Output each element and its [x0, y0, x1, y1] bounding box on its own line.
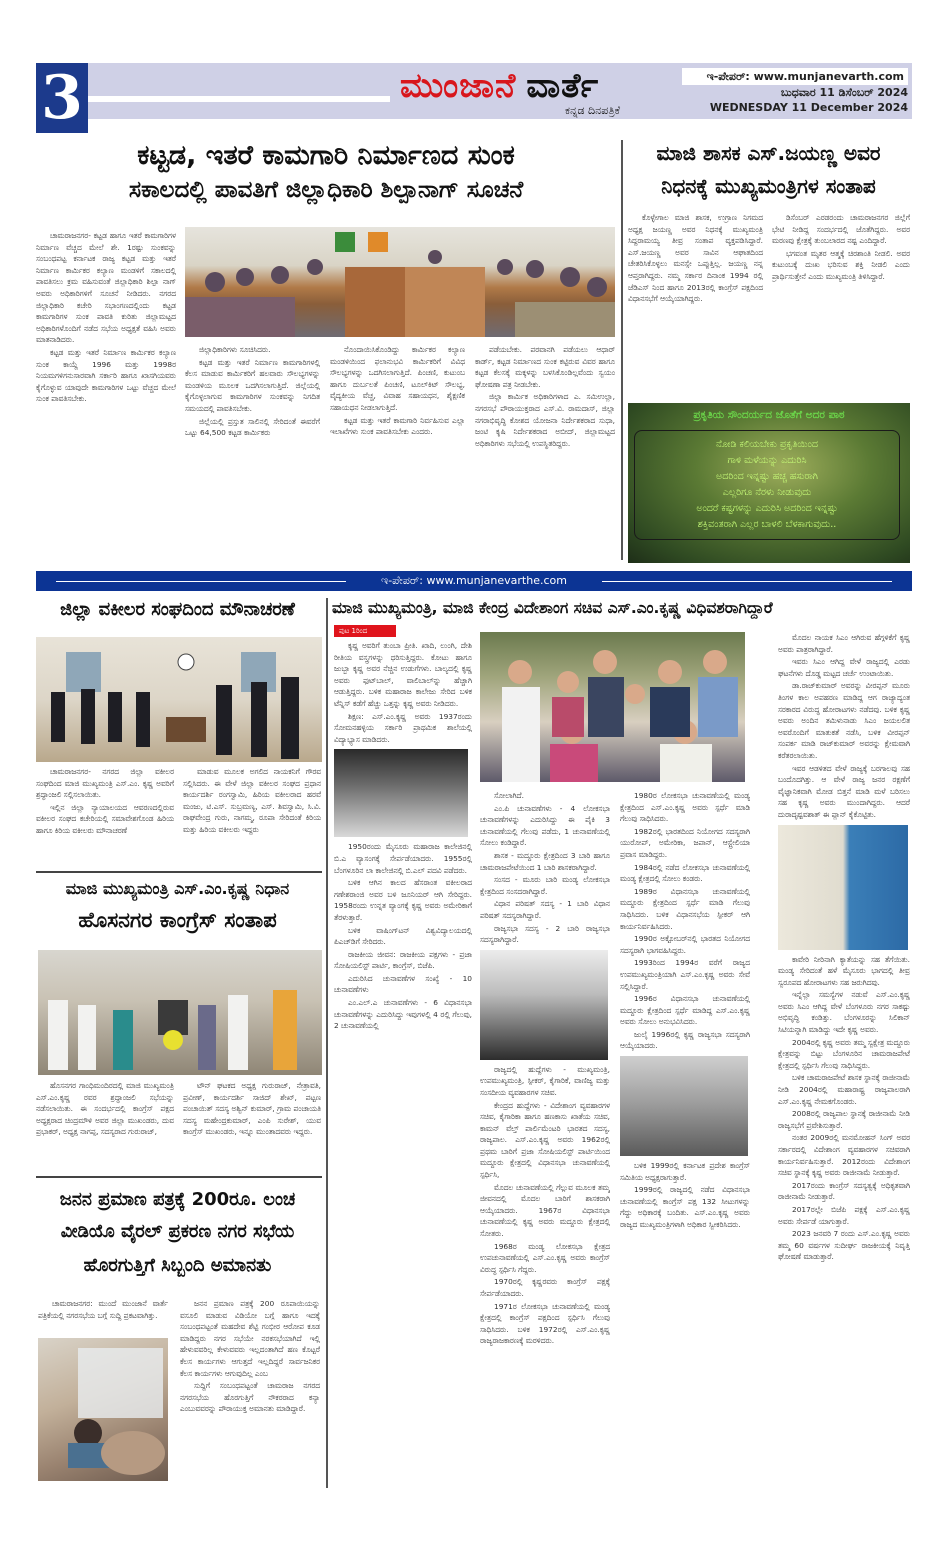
paragraph: ಬಳಿಕ ಆಗಿನ ಕಾಲದ ಹೆಸರಾಂತ ವಕೀಲರಾದ ಗಣೇಶರಾಂಜಿ ಅವರ ಬಳಿ ಜೂನಿಯರ್ ಆಗಿ ಸೇರಿದ್ದರು. 1958ರಂದು ಉನ್ನತ ವ್ಯಾಂಗಕ್ಕೆ ಕೃಷ್ಣ ಅವರು ಅಮೇರಿಕಾಗೆ ತೆರಳುತ್ತಾರೆ.: [334, 878, 472, 922]
krishna-archive-photo: [334, 749, 468, 837]
paragraph: ಡಿಸೆಂಬರ್ ಎರಡರಂದು ಚಾಮರಾಜನಗರ ಜಿಲ್ಲೆಗೆ ಭೇಟಿ ನೀಡಿದ್ದ ಸಂದರ್ಭದಲ್ಲಿ ಜೊತೆಗಿದ್ದರು. ಅವರ ಮರಣವು ಕ್ಷೇತ್ರಕ್ಕೆ ತುಂಬಲಾರದ ನಷ್ಟ ಎಂದಿದ್ದಾರೆ.: [772, 213, 910, 246]
paragraph: ಮೊದಲ ಚುನಾವಣೆಯಲ್ಲಿ ಗೆಲ್ಲುವ ಮೂಲಕ ತಮ್ಮ ಜೀವನದಲ್ಲಿ ಮೊದಲ ಬಾರಿಗೆ ಶಾಸಕರಾಗಿ ಆಯ್ಕೆಯಾದರು. 1967ರ ವಿಧಾನಸಭಾ ಚುನಾವಣೆಯಲ್ಲಿ ಕೃಷ್ಣ ಅವರು ಮದ್ದೂರು ಕ್ಷೇತ್ರದಲ್ಲಿ ಸೋತರು.: [480, 1182, 610, 1239]
paragraph: ಇವರ ಆಡಳಿತದ ವೇಳೆ ರಾಜ್ಯಕ್ಕೆ ಬರಗಾಲವು ಸಹ ಬಂದೊದಗಿತ್ತು. ಆ ವೇಳೆ ರಾಜ್ಯ ಜನರ ರಕ್ಷಣೆಗೆ ವೈಜ್ಞಾನಿಕವಾಗಿ ಮೋಡ ಬಿತ್ತನೆ ಮಾಡಿ ಮಳೆ ಬರಿಸಲು ಸಹ ಕೃಷ್ಣ ಅವರು ಮುಂದಾಗಿದ್ದರು. ಆದರೆ ದುರಾದೃಷ್ಟವಶಾತ್ ಈ ಪ್ಲಾನ್ ಕೈಕೊಟ್ಟಿತು.: [778, 763, 910, 819]
section-divider: [36, 871, 322, 873]
logo-munjane: ಮುಂಜಾನೆ: [400, 66, 517, 106]
date-english: WEDNESDAY 11 December 2024: [709, 101, 908, 114]
paragraph: ಚಾಮರಾಜನಗರ- ನಗರದ ಜಿಲ್ಲಾ ವಕೀಲರ ಸಂಘದಿಂದ ಮಾಜಿ ಮುಖ್ಯಮಂತ್ರಿ ಎಸ್.ಎಂ. ಕೃಷ್ಣ ಅವರಿಗೆ ಶ್ರದ್ಧಾಂಜಲಿ ಸಲ್ಲಿಸಲಾಯಿತು.: [36, 767, 174, 800]
continued-tag: ಪುಟ 1ರಿಂದ: [334, 625, 396, 637]
paragraph: ಜನನ ಪ್ರಮಾಣ ಪತ್ರಕ್ಕೆ 200 ರೂಪಾಯಿಯನ್ನು ವಸೂಲಿ ಮಾಡುವ ವಿಡಿಯೋ ಬಗ್ಗೆ ಹಾಗೂ ಇದಕ್ಕೆ ಸಂಬಂಧಪಟ್ಟಂತೆ ಮಹದೇವ ಶೆಟ್ಟಿ ಗಂಭೀರ ಆರೋಪ ಕೂಡ ಮಾಡಿದ್ದರು ನಗರ ಸಭೆಯೇ ನರಕಸಭೆಯಾಗಿದೆ ಇಲ್ಲಿ ಹೇಳುವವರಿಲ್ಲ ಕೇಳುವವರು ಇಲ್ಲದಂತಾಗಿದೆ ಹಣ ಕೊಟ್ಟರೆ ಕೆಲಸ ಕಾರ್ಯಗಳು ಆಗುತ್ತದೆ ಇಲ್ಲದಿದ್ದರೆ ಸಾರ್ವಜನಿಕರ ಕೆಲಸ ಕಾರ್ಯಗಳು ಆಗುವುದಿಲ್ಲ ಎಂಬ: [180, 1299, 320, 1378]
paragraph: ಇನ್ನೆಲ್ಲಾ ಸಮಸ್ಯೆಗಳ ನಡುವೆ ಎಸ್.ಎಂ.ಕೃಷ್ಣ ಅವರು ಸಿಎಂ ಆಗಿದ್ದ ವೇಳೆ ಬೆಂಗಳೂರು ನಗರ ಸಾಕಷ್ಟು ಅಭಿವೃದ್ಧಿ ಕಂಡಿತ್ತು. ಬೆಂಗಳೂರನ್ನು ಸಿಲಿಕಾನ್ ಸಿಟಿಯನ್ನಾಗಿ ಮಾಡಿದ್ದು ಇದೇ ಕೃಷ್ಣ ಅವರು.: [778, 990, 910, 1035]
paragraph: ಬಳಿಕ 1999ರಲ್ಲಿ ಕರ್ನಾಟಕ ಪ್ರದೇಶ ಕಾಂಗ್ರೆಸ್ ಸಮಿತಿಯ ಅಧ್ಯಕ್ಷರಾಗುತ್ತಾರೆ.: [620, 1161, 750, 1182]
paragraph: 1996ರ ವಿಧಾನಸಭಾ ಚುನಾವಣೆಯಲ್ಲಿ ಮದ್ದೂರು ಕ್ಷೇತ್ರದಿಂದ ಸ್ಪರ್ಧೆ ಮಾಡಿದ್ದ ಎಸ್.ಎಂ.ಕೃಷ್ಣ ಅವರು ಸೋಲು ಅನುಭವಿಸಿದರು.: [620, 994, 750, 1027]
hosanagara-col-2: [183, 1080, 321, 1172]
bribe-headline-1: ಜನನ ಪ್ರಮಾಣ ಪತ್ರಕ್ಕೆ 200ರೂ. ಲಂಚ: [59, 1189, 296, 1210]
lawyers-col-2: [183, 766, 321, 866]
paragraph: 1980ರ ಲೋಕಸಭಾ ಚುನಾವಣೆಯಲ್ಲಿ ಮಂಡ್ಯ ಕ್ಷೇತ್ರದಿಂದ ಎಸ್.ಎಂ.ಕೃಷ್ಣ ಅವರು ಸ್ಪರ್ಧೆ ಮಾಡಿ ಗೆಲುವು ಸಾಧಿಸಿದರು.: [620, 791, 750, 824]
bribe-col-2: [180, 1298, 320, 1483]
paragraph: ಮೊದಲ ನಾಯಕ ಸಿಎಂ ಆಗಿರುವ ಹೆಗ್ಗಳಿಕೆಗೆ ಕೃಷ್ಣ ಅವರು ಪಾತ್ರರಾಗಿದ್ದಾರೆ.: [778, 633, 910, 654]
paragraph: ಶಿಕ್ಷಣ: ಎಸ್.ಎಂ.ಕೃಷ್ಣ ಅವರು 1937ರಂದು ಸೋಮನಹಳ್ಳಿಯ ಸರ್ಕಾರಿ ಪ್ರಾಥಮಿಕ ಶಾಲೆಯಲ್ಲಿ ವಿದ್ಯಾಭ್ಯಾಸ ಮಾಡಿದರು.: [334, 711, 472, 744]
paragraph: 1950ರಂದು ಮೈಸೂರು ಮಹಾರಾಜ ಕಾಲೇಜಿನಲ್ಲಿ ಬಿ.ಎ ವ್ಯಾಸಂಗಕ್ಕೆ ಸೇರ್ಪಡೆಯಾದರು. 1955ರಲ್ಲಿ ಬೆಂಗಳೂರಿನ ಲಾ ಕಾಲೇಜಿನಲ್ಲಿ ಬಿ.ಎಲ್ ಪದವಿ ಪಡೆದರು.: [334, 842, 472, 875]
nature-quote-box: [628, 403, 910, 563]
bribe-col-1: [38, 1298, 168, 1336]
paragraph: ರಾಜ್ಯಸಭಾ ಸದಸ್ಯ - 2 ಬಾರಿ ರಾಜ್ಯಸಭಾ ಸದಸ್ಯರಾಗಿದ್ದಾರೆ.: [480, 923, 610, 945]
lead-col-1: [36, 230, 176, 562]
quote-line: ನೋಡಿ ಕಲಿಯಬೇಕು ಪ್ರಕೃತಿಯಿಂದ: [716, 439, 818, 450]
column-divider: [326, 598, 328, 1488]
paragraph: ಕೊಳ್ಳೇಗಾಲ ಮಾಜಿ ಶಾಸಕ, ಉಗ್ರಾಣ ನಿಗಮದ ಅಧ್ಯಕ್ಷ ಜಯಣ್ಣ ಅವರ ನಿಧನಕ್ಕೆ ಮುಖ್ಯಮಂತ್ರಿ ಸಿದ್ದರಾಮಯ್ಯ ತೀವ್ರ ಸಂತಾಪ ವ್ಯಕ್ತಪಡಿಸಿದ್ದಾರೆ. ಎಸ್.ಜಯಣ್ಣ ಅವರ ಸಾವಿನ ಆಘಾತದಿಂದ ಚೇತರಿಸಿಕೊಳ್ಳಲು ಮನಸ್ಸೇ ಒಪ್ಪುತ್ತಿಲ್ಲ. ಜಯಣ್ಣ ನನ್ನ ಆಪ್ತರಾಗಿದ್ದರು. ನಮ್ಮ ಸರ್ಕಾರ ದಿನಾಂಕ 1994 ರಲ್ಲಿ ಜೆಡಿಎಸ್ ನಿಂದ ಹಾಗೂ 2013ರಲ್ಲಿ ಕಾಂಗ್ರೆಸ್ ಪಕ್ಷದಿಂದ ವಿಧಾನಸಭೆಗೆ ಆಯ್ಕೆಯಾಗಿದ್ದರು.: [628, 213, 763, 304]
paragraph: 1970ರಲ್ಲಿ ಕೃಷ್ಣರವರು ಕಾಂಗ್ರೆಸ್ ಪಕ್ಷಕ್ಕೆ ಸೇರ್ಪಡೆಯಾದರು.: [480, 1277, 610, 1298]
hosanagara-headline-2: ಹೊಸನಗರ ಕಾಂಗ್ರೆಸ್ ಸಂತಾಪ: [78, 908, 277, 932]
hosanagara-headline-1: ಮಾಜಿ ಮುಖ್ಯಮಂತ್ರಿ ಎಸ್.ಎಂ.ಕೃಷ್ಣ ನಿಧಾನ: [65, 879, 290, 898]
paragraph: ಬಳಿಕ ವಾಷಿಂಗ್‌ಟನ್ ವಿಶ್ವವಿದ್ಯಾಲಯದಲ್ಲಿ ಪಿಎಚ್‌ಡಿಗೆ ಸೇರಿದರು.: [334, 925, 472, 947]
paragraph: ಕಟ್ಟಡ ಮತ್ತು ಇತರೆ ಕಾಮಗಾರಿ ನಿರ್ವಹಿಸುವ ಎಲ್ಲಾ ಇಲಾಖೆಗಳು ಸುಂಕ ಪಾವತಿಸಬೇಕು ಎಂದರು.: [330, 415, 465, 437]
paragraph: 2017ರಂದು ಕಾಂಗ್ರೆಸ್ ಸದಸ್ಯತ್ವಕ್ಕೆ ಅಧಿಕೃತವಾಗಿ ರಾಜೀನಾಮೆ ನೀಡುತ್ತಾರೆ.: [778, 1180, 910, 1202]
paragraph: 2017ರಲ್ಲೇ ಬಿಜೆಪಿ ಪಕ್ಷಕ್ಕೆ ಎಸ್.ಎಂ.ಕೃಷ್ಣ ಅವರು ಸೇರ್ಪಡೆ ಯಾಗುತ್ತಾರೆ.: [778, 1204, 910, 1226]
krishna-col-4: [778, 632, 910, 1492]
bribe-video-still: [38, 1338, 168, 1481]
lead-headline-1: ಕಟ್ಟಡ, ಇತರೆ ಕಾಮಗಾರಿ ನಿರ್ಮಾಣದ ಸುಂಕ: [137, 140, 515, 171]
bribe-headline-2: ವೀಡಿಯೊ ವೈರಲ್ ಪ್ರಕರಣ ನಗರ ಸಭೆಯ: [60, 1221, 295, 1242]
page-number: 3: [36, 63, 88, 133]
lead-col-2: [185, 344, 320, 562]
quote-line: ಗಾಳಿ ಮಳೆಯನ್ನು ಎದುರಿಸಿ: [727, 455, 807, 466]
paragraph: ಭಗವಂತ ಮೃತರ ಆತ್ಮಕ್ಕೆ ಚಿರಶಾಂತಿ ನೀಡಲಿ. ಅವರ ಕುಟುಂಬಕ್ಕೆ ದುಃಖ ಭರಿಸುವ ಶಕ್ತಿ ನೀಡಲಿ ಎಂದು ಪ್ರಾರ್ಥಿಸುತ್ತೇನೆ ಎಂದು ಮುಖ್ಯಮಂತ್ರಿ ತಿಳಿಸಿದ್ದಾರೆ.: [772, 248, 910, 281]
krishna-young-photo: [480, 950, 608, 1060]
family-illustration: [480, 632, 745, 782]
masthead-divider: [88, 96, 390, 102]
lead-col-3: [330, 344, 465, 562]
paragraph: 1982ರಲ್ಲಿ ಭಾರತದಿಂದ ನಿಯೋಗದ ಸದಸ್ಯರಾಗಿ ಯುರೋಪ್, ಅಮೇರಿಕಾ, ಜಪಾನ್, ಆಸ್ಟ್ರೇಲಿಯಾ ಪ್ರವಾಸ ಮಾಡಿದ್ದರು.: [620, 826, 750, 859]
paragraph: ಇಲ್ಲಿನ ಜಿಲ್ಲಾ ನ್ಯಾಯಾಲಯದ ಆವರಣದಲ್ಲಿರುವ ವಕೀಲರ ಸಂಘದ ಕಚೇರಿಯಲ್ಲಿ ಸಮಾವೇಶಗೊಂಡ ಹಿರಿಯ ಹಾಗೂ ಕಿರಿಯ ವಕೀಲರು ಮೌನಾಚರಣೆ: [36, 802, 174, 835]
paragraph: ಹೊಸನಗರ ಗಾಂಧಿಮಂದಿರದಲ್ಲಿ ಮಾಜಿ ಮುಖ್ಯಮಂತ್ರಿ ಎಸ್.ಎಂ.ಕೃಷ್ಣ ರವರ ಶ್ರದ್ಧಾಂಜಲಿ ಸಭೆಯನ್ನು ನಡೆಸಲಾಯಿತು. ಈ ಸಂದರ್ಭದಲ್ಲಿ ಕಾಂಗ್ರೆಸ್ ಪಕ್ಷದ ಅಧ್ಯಕ್ಷರಾದ ಚಿಂದ್ರಮೌಳಿ ಅವರ ಜಿಲ್ಲಾ ಮುಖಂಡರು, ದುವ ಪ್ರಭಾಕರ್, ಅಧ್ಯಕ್ಷ ನಾಗಪ್ಪ, ಸದಸ್ಯರಾದ ಗುರುರಾಜ್,: [36, 1081, 174, 1137]
paragraph: ಬಳಿಕ ಚಾಮರಾಜಪೇಟೆ ಶಾಸಕ ಸ್ಥಾನಕ್ಕೆ ರಾಜೀನಾಮೆ ನೀಡಿ 2004ರಲ್ಲಿ ಮಹಾರಾಷ್ಟ್ರ ರಾಜ್ಯಪಾಲರಾಗಿ ಎಸ್.ಎಂ.ಕೃಷ್ಣ ನೇಮಕಗೊಂಡರು.: [778, 1073, 910, 1106]
banner-url[interactable]: ಇ-ಪೇಪರ್: www.munjanevarthe.com: [381, 574, 567, 587]
logo-varthe: ವಾರ್ತೆ: [526, 66, 600, 106]
paragraph: ಪಡೆಯಬೇಕು. ಪರವಾನಗಿ ಪಡೆಯಲು ಆಧಾರ್ ಕಾರ್ಡ್, ಕಟ್ಟಡ ನಿರ್ಮಾಣದ ಸುಂಕ ಕಟ್ಟಿರುವ ವಿವರ ಹಾಗೂ ಕಟ್ಟಡ ಕೆಲಸಕ್ಕೆ ಮಕ್ಕಳನ್ನು ಬಳಸಿಕೊಂಡಿಲ್ಲವೆಂದು ಸ್ವಯಂ ಘೋಷಣಾ ಪತ್ರ ನೀಡಬೇಕು.: [475, 345, 615, 389]
krishna-couple-photo: [778, 825, 908, 950]
hosanagara-photo: [38, 950, 322, 1075]
paragraph: ರಾಜಕೀಯ ಜೀವನ: ರಾಜಕೀಯ ಪಕ್ಷಗಳು - ಪ್ರಜಾ ಸೋಷಿಯಲಿಸ್ಟ್ ಪಾರ್ಟಿ, ಕಾಂಗ್ರೆಸ್, ಬಿಜೆಪಿ.: [334, 949, 472, 971]
paragraph: ಕಟ್ಟಡ ಮತ್ತು ಇತರೆ ನಿರ್ಮಾಣ ಕಾರ್ಮಿಕರ ಕಲ್ಯಾಣ ಸುಂಕ ಕಾಯ್ದೆ 1996 ಮತ್ತು 1998ರ ನಿಯಮಗಳಿಗನುಸಾರವಾಗಿ ಸರ್ಕಾರಿ ಹಾಗೂ ಖಾಸಗಿಯವರು ಕೈಗೊಳ್ಳುವ ಯಾವುದೇ ಕಾಮಗಾರಿಗಳ ಒಟ್ಟು ವೆಚ್ಚದ ಮೇಲೆ ಸುಂಕ ಪಾವತಿಸಬೇಕು.: [36, 347, 176, 404]
bribe-headline-3: ಹೊರಗುತ್ತಿಗೆ ಸಿಬ್ಬಂದಿ ಅಮಾನತು: [83, 1255, 272, 1276]
tribute-illustration: [38, 950, 322, 1075]
paragraph: ಜುಲೈ 1996ರಲ್ಲಿ ಕೃಷ್ಣ ರಾಜ್ಯಸಭಾ ಸದಸ್ಯರಾಗಿ ಆಯ್ಕೆಯಾದರು.: [620, 1029, 750, 1051]
paragraph: ಕಟ್ಟಡ ಮತ್ತು ಇತರೆ ನಿರ್ಮಾಣ ಕಾಮಗಾರಿಗಳಲ್ಲಿ ಕೆಲಸ ಮಾಡುವ ಕಾರ್ಮಿಕರಿಗೆ ಹಲವಾರು ಸೌಲಭ್ಯಗಳನ್ನು ಮಂಡಳಿಯ ಮೂಲಕ ಒದಗಿಸಲಾಗುತ್ತಿದೆ. ಜಿಲ್ಲೆಯಲ್ಲಿ ಕೈಗೊಳ್ಳಲಾಗುವ ಕಾಮಗಾರಿಗಳ ಸುಂಕವನ್ನು ನಿಗದಿತ ಸಮಯದಲ್ಲಿ ಪಾವತಿಸಬೇಕು.: [185, 357, 320, 413]
krishna-headline: ಮಾಜಿ ಮುಖ್ಯಮಂತ್ರಿ, ಮಾಜಿ ಕೇಂದ್ರ ವಿದೇಶಾಂಗ ಸಚಿವ ಎಸ್.ಎಂ.ಕೃಷ್ಣ ವಿಧಿವಶರಾಗಿದ್ದಾರೆ: [332, 599, 773, 617]
paragraph: 1968ರ ಮಂಡ್ಯ ಲೋಕಸಭಾ ಕ್ಷೇತ್ರದ ಉಪಚುನಾವಣೆಯಲ್ಲಿ ಎಸ್.ಎಂ.ಕೃಷ್ಣ ಅವರು ಕಾಂಗ್ರೆಸ್ ವಿರುದ್ಧ ಸ್ಪರ್ಧಿಸಿ ಗೆದ್ದರು.: [480, 1241, 610, 1274]
video-still-illustration: [38, 1338, 168, 1481]
paragraph: ನೊಂದಾಯಿಸಿಕೊಂಡಿದ್ದು ಕಾರ್ಮಿಕರ ಕಲ್ಯಾಣ ಮಂಡಳಿಯಿಂದ ಫಲಾನುಭವಿ ಕಾರ್ಮಿಕರಿಗೆ ವಿವಿಧ ಸೌಲಭ್ಯಗಳನ್ನು ಒದಗಿಸಲಾಗುತ್ತಿದೆ. ಪಿಂಚಣಿ, ಕುಟುಂಬ ಹಾಗೂ ದುರ್ಬಲತೆ ಪಿಂಚಣಿ, ಟೂಲ್‌ಕಿಟ್ ಸೌಲಭ್ಯ, ವೈದ್ಯಕೀಯ ವೆಚ್ಚ, ವಿವಾಹ ಸಹಾಯಧನ, ಶೈಕ್ಷಣಿಕ ಸಹಾಯಧನ ನೀಡಲಾಗುತ್ತಿದೆ.: [330, 345, 465, 412]
paragraph: ಡಾ.ರಾಜ್‌ಕುಮಾರ್ ಅವರನ್ನು ವೀರಪ್ಪನ್ ಮೂರು ತಿಂಗಳ ಕಾಲ ಅಪಹರಣ ಮಾಡಿದ್ದ ಆಗ ರಾಜ್ಯಾದ್ಯಂತ ಸರಕಾರದ ವಿರುದ್ಧ ಹೋರಾಟಗಳು ನಡೆದವು. ಬಳಿಕ ಕೃಷ್ಣ ಅವರು ಅಂದಿನ ತಮಿಳುನಾಡು ಸಿಎಂ ಜಯಲಲಿತ ಅವರೊಂದಿಗೆ ಮಾತುಕತೆ ನಡೆಸಿ, ಬಳಿಕ ವೀರಪ್ಪನ್ ಸಂಪರ್ಕ ಮಾಡಿ ರಾಜ್‌ಕುಮಾರ್ ಅವರನ್ನು ಕ್ಷೇಮವಾಗಿ ಕರೆತರಲಾಯಿತು.: [778, 681, 910, 760]
paragraph: ಜಿಲ್ಲೆಯಲ್ಲಿ ಪ್ರಸ್ತುತ ಸಾಲಿನಲ್ಲಿ ಸೇರಿದಂತೆ ಈವರೆಗೆ ಒಟ್ಟು 64,500 ಕಟ್ಟಡ ಕಾರ್ಮಿಕರು: [185, 416, 320, 438]
meeting-illustration: [185, 227, 615, 337]
krishna-col-2: [480, 790, 610, 1490]
epaper-banner: [36, 571, 912, 591]
quote-line: ಎಲ್ಲರಿಗೂ ನೆರಳು ನೀಡುವುದು: [722, 487, 812, 498]
column-divider: [621, 140, 623, 560]
paragraph: ರಾಜ್ಯದಲ್ಲಿ ಹುದ್ದೆಗಳು - ಮುಖ್ಯಮಂತ್ರಿ, ಉಪಮುಖ್ಯಮಂತ್ರಿ, ಸ್ಪೀಕರ್, ಕೈಗಾರಿಕೆ, ವಾಣಿಜ್ಯ ಮತ್ತು ಸಂಸದೀಯ ವ್ಯವಹಾರಗಳ ಸಚಿವ.: [480, 1064, 610, 1097]
paragraph: ಮಾಡುವ ಮೂಲಕ ಅಗಲಿದ ನಾಯಕನಿಗೆ ಗೌರವ ಸಲ್ಲಿಸಿದರು. ಈ ವೇಳೆ ಜಿಲ್ಲಾ ವಕೀಲರ ಸಂಘದ ಪ್ರಧಾನ ಕಾರ್ಯದರ್ಶಿ ರಂಗಸ್ವಾಮಿ, ಹಿರಿಯ ವಕೀಲರಾದ ಹರವೆ ಮಂಜು, ಟಿ.ಎಸ್. ಸುಬ್ರಮಣ್ಯ, ಎಸ್. ಶಿವಸ್ವಾಮಿ, ಸಿ.ವಿ. ರಾಘವೇಂದ್ರ ಗುರು, ನಾಗಮ್ಮ, ರೂಪಾ ಸೇರಿದಂತೆ ಕಿರಿಯ ಮತ್ತು ಹಿರಿಯ ವಕೀಲರು ಇದ್ದರು: [183, 767, 321, 834]
paragraph: 1984ರಲ್ಲಿ ನಡೆದ ಲೋಕಸಭಾ ಚುನಾವಣೆಯಲ್ಲಿ ಮಂಡ್ಯ ಕ್ಷೇತ್ರದಲ್ಲಿ ಸೋಲು ಕಂಡರು.: [620, 862, 750, 884]
paragraph: ಶಾಸಕ - ಮದ್ದೂರು ಕ್ಷೇತ್ರದಿಂದ 3 ಬಾರಿ ಹಾಗೂ ಚಾಮರಾಜಪೇಟೆಯಿಂದ 1 ಬಾರಿ ಶಾಸಕರಾಗಿದ್ದಾರೆ.: [480, 850, 610, 872]
lead-headline-2: ಸಕಾಲದಲ್ಲಿ ಪಾವತಿಗೆ ಜಿಲ್ಲಾಧಿಕಾರಿ ಶಿಲ್ಪಾನಾಗ್ ಸೂಚನೆ: [128, 177, 524, 203]
paragraph: ಇವರು ಸಿಎಂ ಆಗಿದ್ದ ವೇಳೆ ರಾಜ್ಯದಲ್ಲಿ ಎರಡು ಘಟನೆಗಳು ದೊಡ್ಡ ಮಟ್ಟದ ಚರ್ಚೆ ಉಂಟಾಯಿತು.: [778, 657, 910, 678]
lawyers-illustration: [36, 637, 322, 762]
paragraph: 1989ರ ವಿಧಾನಸಭಾ ಚುನಾವಣೆಯಲ್ಲಿ ಮದ್ದೂರು ಕ್ಷೇತ್ರದಿಂದ ಸ್ಪರ್ಧೆ ಮಾಡಿ ಗೆಲುವು ಸಾಧಿಸಿದರು. ಬಳಿಕ ವಿಧಾನಸಭೆಯ ಸ್ಪೀಕರ್ ಆಗಿ ಕಾರ್ಯನಿರ್ವಹಿಸಿದರು.: [620, 886, 750, 931]
paragraph: ಕೇಂದ್ರದ ಹುದ್ದೆಗಳು - ವಿದೇಶಾಂಗ ವ್ಯವಹಾರಗಳ ಸಚಿವ, ಕೈಗಾರಿಕಾ ಹಾಗೂ ಹಣಕಾಸು ಖಾತೆಯ ಸಚಿವ, ಕಾಮನ್ ವೆಲ್ತ್ ಪಾರ್ಲಿಮೆಂಟರಿ ಭಾರತದ ಸದಸ್ಯ, ರಾಜ್ಯಪಾಲ. ಎಸ್.ಎಂ.ಕೃಷ್ಣ ಅವರು 1962ರಲ್ಲಿ ಪ್ರಥಮ ಬಾರಿಗೆ ಪ್ರಜಾ ಸೋಷಿಯಲಿಸ್ಟ್ ಪಾರ್ಟಿಯಿಂದ ಮದ್ದೂರು ಕ್ಷೇತ್ರದಲ್ಲಿ ವಿಧಾನಸಭಾ ಚುನಾವಣೆಯಲ್ಲಿ ಸ್ಪರ್ಧಿಸಿ,: [480, 1100, 610, 1180]
jayanna-col-1: [628, 212, 763, 400]
date-kannada: ಬುಧವಾರ 11 ಡಿಸೆಂಬರ್ 2024: [780, 86, 908, 99]
paragraph: 2023 ಜನವರಿ 7 ರಂದು ಎಸ್.ಎಂ.ಕೃಷ್ಣ ಅವರು ತಮ್ಮ 60 ವರ್ಷಗಳ ಸುದೀರ್ಘ ರಾಜಕೀಯಕ್ಕೆ ನಿವೃತ್ತಿ ಘೋಷಣೆ ಮಾಡುತ್ತಾರೆ.: [778, 1229, 910, 1262]
jayanna-col-2: [772, 212, 910, 400]
newspaper-logo: [400, 66, 599, 106]
paragraph: 2004ರಲ್ಲಿ ಕೃಷ್ಣ ಅವರು ತಮ್ಮ ಸ್ವಕ್ಷೇತ್ರ ಮದ್ದೂರು ಕ್ಷೇತ್ರವನ್ನು ಬಿಟ್ಟು ಬೆಂಗಳೂರಿನ ಚಾಮರಾಜಪೇಟೆ ಕ್ಷೇತ್ರದಲ್ಲಿ ಸ್ಪರ್ಧಿಸಿ ಗೆಲುವು ಸಾಧಿಸಿದ್ದರು.: [778, 1037, 910, 1070]
paragraph: ಸಂಸದ - ಮೂರು ಬಾರಿ ಮಂಡ್ಯ ಲೋಕಸಭಾ ಕ್ಷೇತ್ರದಿಂದ ಸಂಸದರಾಗಿದ್ದಾರೆ.: [480, 875, 610, 896]
tagline: ಕನ್ನಡ ದಿನಪತ್ರಿಕೆ: [565, 104, 621, 117]
jayanna-headline-2: ನಿಧನಕ್ಕೆ ಮುಖ್ಯಮಂತ್ರಿಗಳ ಸಂತಾಪ: [661, 174, 876, 198]
meeting-photo: [185, 227, 615, 337]
quote-line: ಅಂದರೆ ಕಷ್ಟಗಳನ್ನು ಎದುರಿಸಿ ಅದರಿಂದ ಇನ್ನಷ್ಟು: [696, 503, 838, 514]
masthead-info: [682, 68, 912, 115]
quote-line: ಶಕ್ತಿವಂತರಾಗಿ ಎಲ್ಲರ ಬಾಳಲಿ ಬೆಳಕಾಗುವುದು..: [697, 519, 837, 530]
paragraph: ಜಿಲ್ಲಾ ಕಾರ್ಮಿಕ ಅಧಿಕಾರಿಗಳಾದ ಎ. ಸಮಿಉಲ್ಲಾ, ನಗರಸಭೆ ಪೌರಾಯುಕ್ತರಾದ ಎಸ್.ವಿ. ರಾಮದಾಸ್, ಜಿಲ್ಲಾ ನಗರಾಭಿವೃದ್ಧಿ ಕೋಶದ ಯೋಜನಾ ನಿರ್ದೇಶಕರಾದ ಸುಧಾ, ಜಂಟಿ ಕೃಷಿ ನಿರ್ದೇಶಕರಾದ ಅಬೀದ್, ಜಿಲ್ಲಾಮಟ್ಟದ ಅಧಿಕಾರಿಗಳು ಸಭೆಯಲ್ಲಿ ಉಪಸ್ಥಿತರಿದ್ದರು.: [475, 392, 615, 448]
lawyers-headline: ಜಿಲ್ಲಾ ವಕೀಲರ ಸಂಘದಿಂದ ಮೌನಾಚರಣೆ: [60, 599, 295, 620]
paragraph: ಎಂ.ಎಲ್.ಎ ಚುನಾವಣೆಗಳು - 6 ವಿಧಾನಸಭಾ ಚುನಾವಣೆಗಳನ್ನು ಎದುರಿಸಿದ್ದು ಇವುಗಳಲ್ಲಿ 4 ರಲ್ಲಿ ಗೆಲುವು, 2 ಚುನಾವಣೆಯಲ್ಲಿ: [334, 998, 472, 1031]
quote-title: ಪ್ರಕೃತಿಯ ಸೌಂದರ್ಯದ ಜೊತೆಗೆ ಅದರ ಪಾಠ: [693, 409, 845, 421]
paragraph: ವಿಧಾನ ಪರಿಷತ್ ಸದಸ್ಯ - 1 ಬಾರಿ ವಿಧಾನ ಪರಿಷತ್ ಸದಸ್ಯರಾಗಿದ್ದಾರೆ.: [480, 899, 610, 920]
paragraph: 1999ರಲ್ಲಿ ರಾಜ್ಯದಲ್ಲಿ ನಡೆದ ವಿಧಾನಸಭಾ ಚುನಾವಣೆಯಲ್ಲಿ ಕಾಂಗ್ರೆಸ್ ಪಕ್ಷ 132 ಸೀಟುಗಳನ್ನು ಗೆದ್ದು ಅಧಿಕಾರಕ್ಕೆ ಬಂದಿತು. ಎಸ್.ಎಂ.ಕೃಷ್ಣ ಅವರು ರಾಜ್ಯದ ಮುಖ್ಯಮಂತ್ರಿಗಳಾಗಿ ಅಧಿಕಾರ ಸ್ವೀಕರಿಸಿದರು.: [620, 1185, 750, 1230]
quote-line: ಅದರಿಂದ ಇನ್ನಷ್ಟು ಹಚ್ಚ ಹಸುರಾಗಿ: [716, 471, 818, 482]
paragraph: ಕೃಷ್ಣ ಅವರಿಗೆ ತುಂಬಾ ಪ್ರೀತಿ. ಖಾದಿ, ಲುಂಗಿ, ದೇಶಿ ರೀತಿಯ ವಸ್ತ್ರಗಳನ್ನು ಧರಿಸುತ್ತಿದ್ದರು. ಕೋಟು ಹಾಗೂ ಜುಬ್ಬಾ ಕೃಷ್ಣ ಅವರ ನೆಚ್ಚಿನ ಉಡುಗೆಗಳು. ಬಾಲ್ಯದಲ್ಲಿ ಕೃಷ್ಣ ಅವರು ಫುಟ್‌ಬಾಲ್, ವಾಲಿಬಾಲ್‌ನ್ನು ಹೆಚ್ಚಾಗಿ ಆಡುತ್ತಿದ್ದರು. ಬಳಿಕ ಮಹಾರಾಜ ಕಾಲೇಜು ಸೇರಿದ ಬಳಿಕ ಟೆನ್ನಿಸ್ ಕಡೆಗೆ ಹೆಚ್ಚು ಒತ್ತನ್ನು ಕೃಷ್ಣ ಅವರು ನೀಡಿದರು.: [334, 641, 472, 708]
paragraph: 1971ರ ಲೋಕಸಭಾ ಚುನಾವಣೆಯಲ್ಲಿ ಮಂಡ್ಯ ಕ್ಷೇತ್ರದಲ್ಲಿ ಕಾಂಗ್ರೆಸ್ ಪಕ್ಷದಿಂದ ಸ್ಪರ್ಧಿಸಿ ಗೆಲುವು ಸಾಧಿಸಿದರು. ಬಳಿಕ 1972ರಲ್ಲಿ ಎಸ್.ಎಂ.ಕೃಷ್ಣ ರಾಜ್ಯರಾಜಕಾರಣಕ್ಕೆ ಮರಳಿದರು.: [480, 1301, 610, 1346]
paragraph: ಎದುರಿಸಿದ ಚುನಾವಣೆಗಳ ಸಂಖ್ಯೆ - 10 ಚುನಾವಣೆಗಳು: [334, 973, 472, 995]
paragraph: 1993ರಿಂದ 1994ರ ವರೆಗೆ ರಾಜ್ಯದ ಉಪಮುಖ್ಯಮಂತ್ರಿಯಾಗಿ ಎಸ್.ಎಂ.ಕೃಷ್ಣ ಅವರು ಸೇವೆ ಸಲ್ಲಿಸಿದ್ದಾರೆ.: [620, 958, 750, 991]
paragraph: ನಂತರ 2009ರಲ್ಲಿ ಮನಮೋಹನ್ ಸಿಂಗ್ ಅವರ ಸರ್ಕಾರದಲ್ಲಿ ವಿದೇಶಾಂಗ ವ್ಯವಹಾರಗಳ ಸಚಿವರಾಗಿ ಕಾರ್ಯನಿರ್ವಹಿಸುತ್ತಾರೆ. 2012ರಂದು ವಿದೇಶಾಂಗ ಸಚಿವ ಸ್ಥಾನಕ್ಕೆ ಕೃಷ್ಣ ಅವರು ರಾಜೀನಾಮೆ ನೀಡುತ್ತಾರೆ.: [778, 1133, 910, 1178]
krishna-family-photo: [480, 632, 745, 782]
paragraph: ಚಾಮರಾಜನಗರ: ಮುಂದೆ ಮುಂಜಾನೆ ವಾರ್ತೆ ಪತ್ರಿಕೆಯಲ್ಲಿ ನಗರಸಭೆಯ ಬಗ್ಗೆ ಸುದ್ದಿ ಪ್ರಕಟವಾಗಿತ್ತು.: [38, 1299, 168, 1320]
paragraph: ಸುದ್ದಿಗೆ ಸಂಬಂಧಪಟ್ಟಂತೆ ಚಾಮರಾಜ ನಗರದ ನಗರಸಭೆಯ ಹೊರಗುತ್ತಿಗೆ ನೌಕರರಾದ ಕನ್ಯಾ ಎಂಬುವವರನ್ನು ಪೌರಾಯುಕ್ತ ಅಮಾನತು ಮಾಡಿದ್ದಾರೆ.: [180, 1381, 320, 1414]
paragraph: ಸೋಲಾಗಿದೆ.: [494, 791, 524, 800]
krishna-col-3: [620, 790, 750, 1490]
paragraph: 1990ರ ಅಕ್ಟೋಬರ್‌ನಲ್ಲಿ ಭಾರತದ ನಿಯೋಗದ ಸದಸ್ಯರಾಗಿ ಭಾಗವಹಿಸಿದ್ದರು.: [620, 934, 750, 955]
section-divider: [36, 1176, 322, 1178]
paragraph: ಕಾವೇರಿ ನೀರಿನಾಗಿ ಕ್ಯಾತೆಯನ್ನು ಸಹ ತೆಗೆಯಿತು. ಮಂಡ್ಯ ಸೇರಿದಂತೆ ಹಳೆ ಮೈಸೂರು ಭಾಗದಲ್ಲಿ ತೀವ್ರ ಸ್ವರೂಪದ ಹೋರಾಟಗಳು ಸಹ ಜರುಗಿದವು.: [778, 954, 910, 987]
epaper-link[interactable]: ಇ-ಪೇಪರ್: www.munjanevarth.com: [682, 68, 908, 85]
hosanagara-col-1: [36, 1080, 174, 1172]
paragraph: ಜಿಲ್ಲಾಧಿಕಾರಿಗಳು ಸೂಚಿಸಿದರು.: [199, 345, 271, 354]
paragraph: ಎಂ.ಪಿ ಚುನಾವಣೆಗಳು - 4 ಲೋಕಸಭಾ ಚುನಾವಣೆಗಳನ್ನು ಎದುರಿಸಿದ್ದು ಈ ಪೈಕಿ 3 ಚುನಾವಣೆಯಲ್ಲಿ ಗೆಲುವು ಪಡೆದು, 1 ಚುನಾವಣೆಯಲ್ಲಿ ಸೋಲು ಕಂಡಿದ್ದಾರೆ.: [480, 803, 610, 848]
paragraph: 2008ರಲ್ಲಿ ರಾಜ್ಯಪಾಲ ಸ್ಥಾನಕ್ಕೆ ರಾಜೀನಾಮೆ ನೀಡಿ ರಾಜ್ಯಸಭೆಗೆ ಪ್ರವೇಶಿಸುತ್ತಾರೆ.: [778, 1109, 910, 1130]
krishna-col-1: [334, 640, 472, 1490]
lead-col-4: [475, 344, 615, 562]
krishna-cycle-photo: [620, 1056, 748, 1156]
jayanna-headline-1: ಮಾಜಿ ಶಾಸಕ ಎಸ್.ಜಯಣ್ಣ ಅವರ: [656, 141, 881, 165]
lawyers-photo: [36, 637, 322, 762]
lawyers-col-1: [36, 766, 174, 866]
quote-body: [634, 430, 900, 540]
paragraph: ಟೌನ್ ಘಟಕದ ಅಧ್ಯಕ್ಷ ಗುರುರಾಜ್, ನೇತ್ರಾವತಿ, ಪ್ರವೀಣ್, ಕಾರ್ಯದರ್ಶಿ ಸಾಜಿದ್ ಶೇಖ್, ಪಟ್ಟಣ ಪಂಚಾಯಿತ್ ಸದಸ್ಯ ಅಶ್ವಿನ್ ಕುಮಾರ್, ಗ್ರಾಮ ಪಂಚಾಯತಿ ಸದಸ್ಯ ಮಹೇಂದ್ರಕುಮಾರ್, ಎಂಪಿ ಸುರೇಶ್, ಯುವ ಕಾಂಗ್ರೆಸ್ ಮುಖಂಡರು, ಇನ್ನೂ ಮುಂತಾದವರು ಇದ್ದರು.: [183, 1081, 321, 1137]
paragraph: ಚಾಮರಾಜನಗರ- ಕಟ್ಟಡ ಹಾಗೂ ಇತರೆ ಕಾಮಗಾರಿಗಳ ನಿರ್ಮಾಣ ವೆಚ್ಚದ ಮೇಲೆ ಶೇ. 1ರಷ್ಟು ಸುಂಕವನ್ನು ಸಂಬಂಧಪಟ್ಟ ಕರ್ನಾಟಕ ರಾಜ್ಯ ಕಟ್ಟಡ ಮತ್ತು ಇತರೆ ನಿರ್ಮಾಣ ಕಾರ್ಮಿಕರ ಕಲ್ಯಾಣ ಮಂಡಳಿಗೆ ಸಕಾಲದಲ್ಲಿ ಪಾವತಿಸಲು ಕ್ರಮ ವಹಿಸುವಂತೆ ಜಿಲ್ಲಾಧಿಕಾರಿ ಶಿಲ್ಪಾ ನಾಗ್ ಅವರು ಅಧಿಕಾರಿಗಳಿಗೆ ಸೂಚನೆ ನೀಡಿದರು. ನಗರದ ಜಿಲ್ಲಾಧಿಕಾರಿ ಕಚೇರಿ ಸಭಾಂಗಣದಲ್ಲಿಂದು ಕಟ್ಟಡ ಕಾಮಗಾರಿಗಳ ಸುಂಕ ಪಾವತಿ ಕುರಿತು ಜಿಲ್ಲಾಮಟ್ಟದ ಅಧಿಕಾರಿಗಳೊಂದಿಗೆ ನಡೆದ ಸಭೆಯ ಅಧ್ಯಕ್ಷತೆ ವಹಿಸಿ ಅವರು ಮಾತನಾಡಿದರು.: [36, 231, 176, 345]
